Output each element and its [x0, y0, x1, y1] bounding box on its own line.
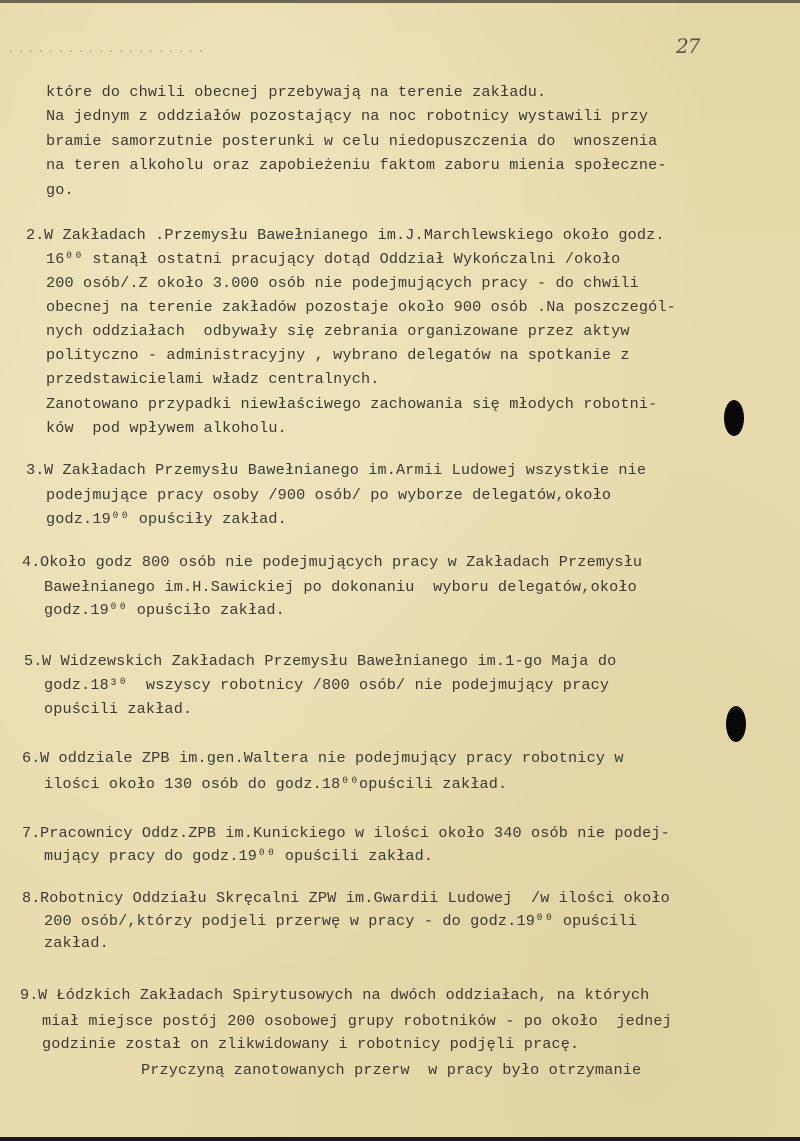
- intro-line: Na jednym z oddziałów pozostający na noc robotnicy wystawili przy: [46, 107, 649, 125]
- item-line: podejmujące pracy osoby /900 osób/ po wyborze delegatów,około: [46, 486, 612, 504]
- closing-line: Przyczyną zanotowanych przerw w pracy było otrzymanie: [141, 1061, 642, 1079]
- item-line: 16⁰⁰ stanął ostatni pracujący dotąd Oddział Wykończalni /około: [46, 250, 621, 268]
- item-line: zakład.: [44, 934, 109, 952]
- item-number: 6.: [22, 749, 41, 767]
- item-line: godz.19⁰⁰ opuściły zakład.: [46, 510, 287, 528]
- item-number: 8.: [22, 889, 41, 907]
- item-line: przedstawicielami władz centralnych.: [46, 370, 380, 388]
- item-number: 5.: [24, 652, 43, 670]
- punch-hole-icon: [724, 400, 744, 436]
- page-top-edge: [0, 0, 800, 3]
- item-line: obecnej na terenie zakładów pozostaje około 900 osób .Na poszczegól-: [46, 298, 676, 316]
- item-line: W Zakładach .Przemysłu Bawełnianego im.J.Marchlewskiego około godz.: [44, 226, 665, 244]
- item-line: polityczno - administracyjny , wybrano delegatów na spotkanie z: [46, 346, 630, 364]
- intro-line: bramie samorzutnie posterunki w celu niedopuszczenia do wnoszenia: [46, 132, 658, 150]
- item-line: godz.18³⁰ wszyscy robotnicy /800 osób/ nie podejmujący pracy: [44, 676, 610, 694]
- item-number: 4.: [22, 553, 41, 571]
- item-line: W Zakładach Przemysłu Bawełnianego im.Armii Ludowej wszystkie nie: [44, 461, 647, 479]
- item-line: ków pod wpływem alkoholu.: [46, 419, 287, 437]
- item-line: W Łódzkich Zakładach Spirytusowych na dwóch oddziałach, na których: [38, 986, 650, 1004]
- item-line: W Widzewskich Zakładach Przemysłu Bawełnianego im.1-go Maja do: [42, 652, 617, 670]
- item-line: miał miejsce postój 200 osobowej grupy robotników - po około jednej: [42, 1012, 672, 1030]
- item-line: godz.19⁰⁰ opuściło zakład.: [44, 601, 285, 619]
- item-line: Robotnicy Oddziału Skręcalni ZPW im.Gwardii Ludowej /w ilości około: [40, 889, 670, 907]
- item-line: 200 osób/.Z około 3.000 osób nie podejmujących pracy - do chwili: [46, 274, 639, 292]
- item-line: Pracownicy Oddz.ZPB im.Kunickiego w ilości około 340 osób nie podej-: [40, 824, 670, 842]
- intro-line: które do chwili obecnej przebywają na terenie zakładu.: [46, 83, 547, 101]
- item-line: opuścili zakład.: [44, 700, 193, 718]
- item-line: mujący pracy do godz.19⁰⁰ opuścili zakład.: [44, 847, 434, 865]
- item-line: 200 osób/,którzy podjeli przerwę w pracy - do godz.19⁰⁰ opuścili: [44, 912, 637, 930]
- item-number: 2.: [26, 226, 45, 244]
- item-line: nych oddziałach odbywały się zebrania organizowane przez aktyw: [46, 322, 630, 340]
- item-line: Około godz 800 osób nie podejmujących pracy w Zakładach Przemysłu: [40, 553, 643, 571]
- handwritten-page-number: 27: [676, 34, 700, 58]
- item-line: godzinie został on zlikwidowany i robotnicy podjęli pracę.: [42, 1035, 580, 1053]
- punch-hole-icon: [726, 706, 746, 742]
- item-number: 7.: [22, 824, 41, 842]
- item-line: Zanotowano przypadki niewłaściwego zachowania się młodych robotni-: [46, 395, 658, 413]
- faint-dotted-rule: [6, 50, 206, 52]
- item-line: W oddziale ZPB im.gen.Waltera nie podejmujący pracy robotnicy w: [40, 749, 624, 767]
- intro-line: na teren alkoholu oraz zapobieżeniu faktom zaboru mienia społeczne-: [46, 156, 667, 174]
- item-number: 9.: [20, 986, 39, 1004]
- item-line: Bawełnianego im.H.Sawickiej po dokonaniu wyboru delegatów,około: [44, 578, 637, 596]
- page-bottom-edge: [0, 1137, 800, 1141]
- intro-line: go.: [46, 181, 74, 199]
- item-number: 3.: [26, 461, 45, 479]
- item-line: ilości około 130 osób do godz.18⁰⁰opuścili zakład.: [44, 775, 508, 793]
